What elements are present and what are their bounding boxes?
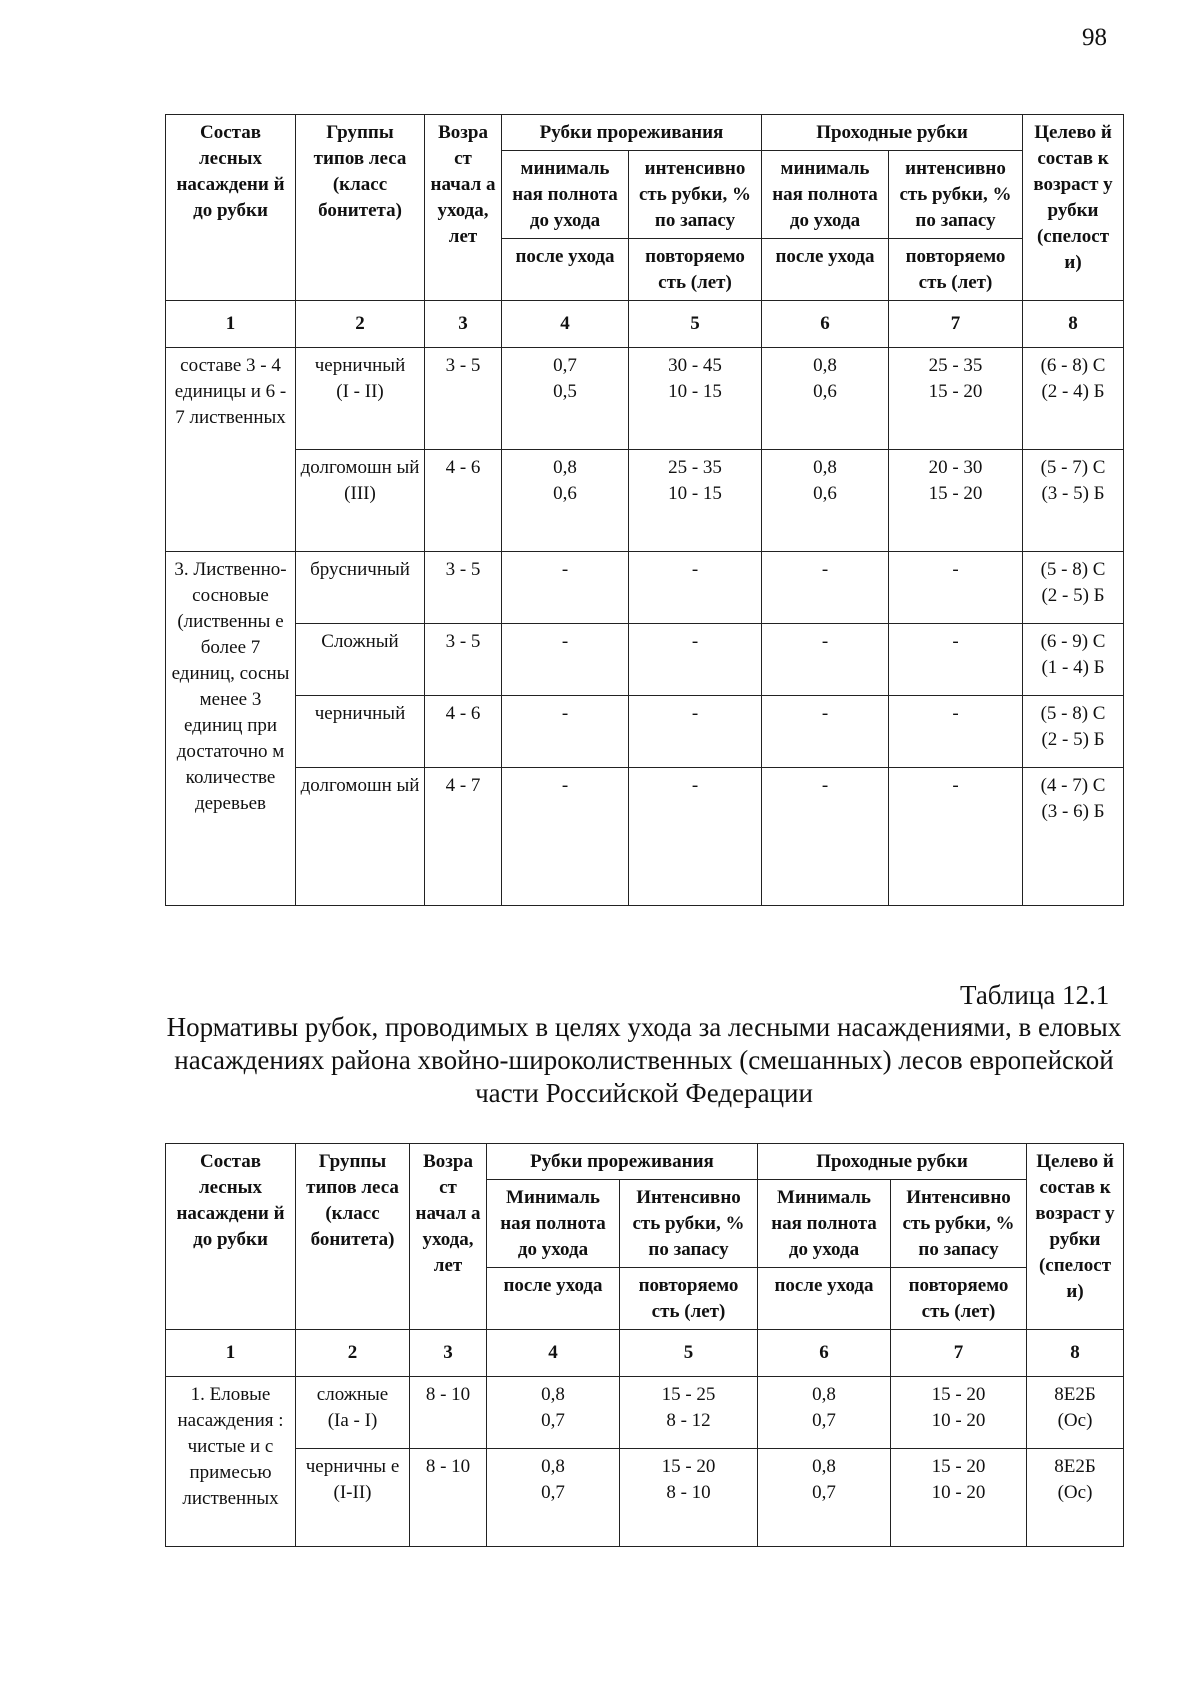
table-title: Нормативы рубок, проводимых в целях ухода за лесными насаждениями, в еловых насаждениях района хвойно-широколиственных (смешанных) лесов европейской части Российской Федерации bbox=[166, 1012, 1122, 1108]
table-cell: 15 - 20 8 - 10 bbox=[620, 1449, 758, 1547]
header-passage-cuts: Проходные рубки bbox=[758, 1144, 1027, 1180]
table-cell: - bbox=[889, 624, 1023, 696]
start-age-cell: 4 - 6 bbox=[425, 450, 502, 552]
forest-type-cell: долгомошн ый (III) bbox=[296, 450, 425, 552]
header-repeat-interval: повторяемо сть (лет) bbox=[891, 1268, 1027, 1330]
column-number: 8 bbox=[1023, 301, 1124, 348]
table-cell: - bbox=[502, 552, 629, 624]
table-cell: - bbox=[762, 552, 889, 624]
table-cell: - bbox=[629, 768, 762, 906]
column-number: 5 bbox=[620, 1330, 758, 1377]
table-cell: 0,8 0,6 bbox=[762, 450, 889, 552]
header-repeat-interval: повторяемо сть (лет) bbox=[629, 239, 762, 301]
header-thinning-cuts: Рубки прореживания bbox=[502, 115, 762, 151]
header-forest-type-group: Группы типов леса (класс бонитета) bbox=[296, 1144, 410, 1330]
forest-type-cell: долгомошн ый bbox=[296, 768, 425, 906]
table-row bbox=[166, 552, 1124, 624]
forest-type-cell: брусничный bbox=[296, 552, 425, 624]
forest-composition-cell: составе 3 - 4 единицы и 6 - 7 лиственных bbox=[166, 348, 296, 552]
table-cell: 0,8 0,7 bbox=[758, 1449, 891, 1547]
table-cell: 25 - 35 10 - 15 bbox=[629, 450, 762, 552]
table-row bbox=[166, 696, 1124, 768]
header-after-care: после ухода bbox=[762, 239, 889, 301]
table-cell: 0,7 0,5 bbox=[502, 348, 629, 450]
table-cell: - bbox=[629, 624, 762, 696]
start-age-cell: 3 - 5 bbox=[425, 552, 502, 624]
header-target-composition: Целево й состав к возраст у рубки (спелост и) bbox=[1027, 1144, 1124, 1330]
column-number: 6 bbox=[762, 301, 889, 348]
header-start-age: Возра ст начал а ухода, лет bbox=[410, 1144, 487, 1330]
table-cell: 20 - 30 15 - 20 bbox=[889, 450, 1023, 552]
table-row bbox=[166, 624, 1124, 696]
table-cell: 0,8 0,6 bbox=[502, 450, 629, 552]
table-cell: - bbox=[629, 696, 762, 768]
header-after-care: после ухода bbox=[502, 239, 629, 301]
target-composition-cell: (5 - 8) С (2 - 5) Б bbox=[1023, 552, 1124, 624]
thinning-norms-table-spruce bbox=[165, 1143, 1124, 1547]
header-min-density: минималь ная полнота до ухода bbox=[502, 151, 629, 239]
header-after-care: после ухода bbox=[487, 1268, 620, 1330]
column-number: 2 bbox=[296, 1330, 410, 1377]
header-forest-type-group: Группы типов леса (класс бонитета) bbox=[296, 115, 425, 301]
column-number: 7 bbox=[891, 1330, 1027, 1377]
start-age-cell: 3 - 5 bbox=[425, 624, 502, 696]
header-intensity: интенсивно сть рубки, % по запасу bbox=[889, 151, 1023, 239]
page-number: 98 bbox=[1082, 24, 1107, 51]
forest-type-cell: Сложный bbox=[296, 624, 425, 696]
forest-type-cell: черничны е (I-II) bbox=[296, 1449, 410, 1547]
header-thinning-cuts: Рубки прореживания bbox=[487, 1144, 758, 1180]
start-age-cell: 4 - 7 bbox=[425, 768, 502, 906]
table-cell: - bbox=[502, 768, 629, 906]
table-cell: 15 - 25 8 - 12 bbox=[620, 1377, 758, 1449]
column-number: 7 bbox=[889, 301, 1023, 348]
header-intensity: интенсивно сть рубки, % по запасу bbox=[629, 151, 762, 239]
column-number: 4 bbox=[487, 1330, 620, 1377]
target-composition-cell: (5 - 8) С (2 - 5) Б bbox=[1023, 696, 1124, 768]
column-number: 5 bbox=[629, 301, 762, 348]
table-cell: 0,8 0,7 bbox=[758, 1377, 891, 1449]
header-repeat-interval: повторяемо сть (лет) bbox=[889, 239, 1023, 301]
column-number: 2 bbox=[296, 301, 425, 348]
target-composition-cell: (5 - 7) С (3 - 5) Б bbox=[1023, 450, 1124, 552]
header-target-composition: Целево й состав к возраст у рубки (спелост и) bbox=[1023, 115, 1124, 301]
table-row bbox=[166, 1377, 1124, 1449]
forest-type-cell: сложные (Ia - I) bbox=[296, 1377, 410, 1449]
target-composition-cell: 8Е2Б (Ос) bbox=[1027, 1377, 1124, 1449]
table-cell: - bbox=[762, 696, 889, 768]
header-repeat-interval: повторяемо сть (лет) bbox=[620, 1268, 758, 1330]
header-start-age: Возра ст начал а ухода, лет bbox=[425, 115, 502, 301]
column-number: 1 bbox=[166, 1330, 296, 1377]
column-number: 4 bbox=[502, 301, 629, 348]
table-cell: - bbox=[889, 696, 1023, 768]
forest-composition-cell: 1. Еловые насаждения : чистые и с примесью лиственных bbox=[166, 1377, 296, 1547]
header-intensity: Интенсивно сть рубки, % по запасу bbox=[891, 1180, 1027, 1268]
header-min-density: Минималь ная полнота до ухода bbox=[758, 1180, 891, 1268]
header-min-density: минималь ная полнота до ухода bbox=[762, 151, 889, 239]
table-cell: 0,8 0,6 bbox=[762, 348, 889, 450]
thinning-norms-table-pine bbox=[165, 114, 1124, 906]
target-composition-cell: 8Е2Б (Ос) bbox=[1027, 1449, 1124, 1547]
table-row bbox=[166, 450, 1124, 552]
table-cell: 25 - 35 15 - 20 bbox=[889, 348, 1023, 450]
header-min-density: Минималь ная полнота до ухода bbox=[487, 1180, 620, 1268]
start-age-cell: 8 - 10 bbox=[410, 1377, 487, 1449]
forest-type-cell: черничный bbox=[296, 696, 425, 768]
start-age-cell: 3 - 5 bbox=[425, 348, 502, 450]
start-age-cell: 4 - 6 bbox=[425, 696, 502, 768]
header-after-care: после ухода bbox=[758, 1268, 891, 1330]
column-number: 8 bbox=[1027, 1330, 1124, 1377]
header-passage-cuts: Проходные рубки bbox=[762, 115, 1023, 151]
table-cell: - bbox=[629, 552, 762, 624]
table-row bbox=[166, 768, 1124, 906]
column-number: 3 bbox=[410, 1330, 487, 1377]
table-cell: - bbox=[762, 624, 889, 696]
table-cell: 0,8 0,7 bbox=[487, 1449, 620, 1547]
target-composition-cell: (6 - 9) С (1 - 4) Б bbox=[1023, 624, 1124, 696]
target-composition-cell: (4 - 7) С (3 - 6) Б bbox=[1023, 768, 1124, 906]
column-number: 1 bbox=[166, 301, 296, 348]
table-cell: - bbox=[889, 768, 1023, 906]
start-age-cell: 8 - 10 bbox=[410, 1449, 487, 1547]
header-intensity: Интенсивно сть рубки, % по запасу bbox=[620, 1180, 758, 1268]
forest-composition-cell: 3. Лиственно-сосновые (лиственны е более 7 единиц, сосны менее 3 единиц при достаточно м количестве деревьев bbox=[166, 552, 296, 906]
header-forest-composition: Состав лесных насаждени й до рубки bbox=[166, 1144, 296, 1330]
table-cell: 30 - 45 10 - 15 bbox=[629, 348, 762, 450]
header-forest-composition: Состав лесных насаждени й до рубки bbox=[166, 115, 296, 301]
table-cell: 15 - 20 10 - 20 bbox=[891, 1449, 1027, 1547]
table-cell: - bbox=[502, 624, 629, 696]
table-row bbox=[166, 348, 1124, 450]
table-row bbox=[166, 1449, 1124, 1547]
column-number: 6 bbox=[758, 1330, 891, 1377]
table-label: Таблица 12.1 bbox=[960, 980, 1110, 1010]
target-composition-cell: (6 - 8) С (2 - 4) Б bbox=[1023, 348, 1124, 450]
column-number: 3 bbox=[425, 301, 502, 348]
table-cell: - bbox=[889, 552, 1023, 624]
table-cell: 15 - 20 10 - 20 bbox=[891, 1377, 1027, 1449]
table-cell: - bbox=[502, 696, 629, 768]
table-cell: 0,8 0,7 bbox=[487, 1377, 620, 1449]
table-cell: - bbox=[762, 768, 889, 906]
forest-type-cell: черничный (I - II) bbox=[296, 348, 425, 450]
